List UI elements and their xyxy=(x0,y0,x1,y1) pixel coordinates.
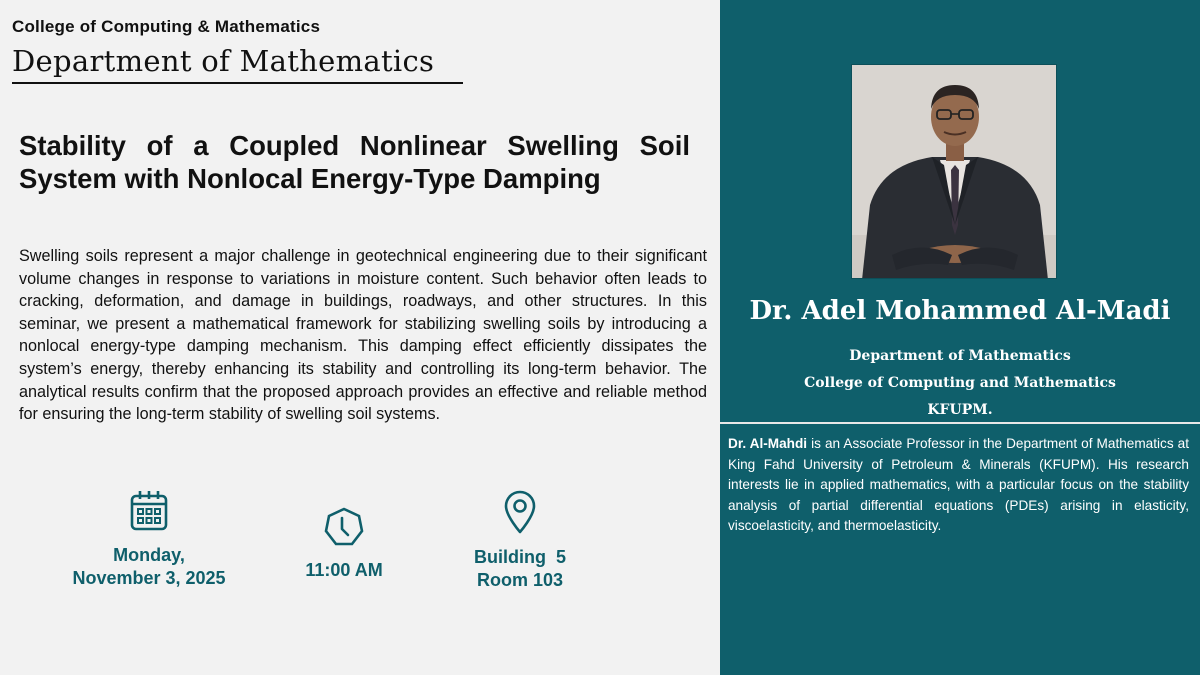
event-date xyxy=(54,490,244,590)
event-location-line1: Building 5 xyxy=(474,547,566,567)
speaker-affiliation-line1: Department of Mathematics xyxy=(849,348,1071,364)
map-pin-icon xyxy=(503,490,537,534)
event-date-line1: Monday, xyxy=(113,545,185,565)
event-time xyxy=(284,490,404,582)
speaker-affiliation-line2: College of Computing and Mathematics xyxy=(804,375,1116,391)
speaker-photo xyxy=(851,64,1057,279)
speaker-divider xyxy=(720,422,1200,424)
event-location xyxy=(450,490,590,592)
college-name: College of Computing & Mathematics xyxy=(12,17,321,36)
calendar-icon xyxy=(129,490,169,532)
right-panel xyxy=(720,0,1200,675)
speaker-affiliation xyxy=(720,343,1200,424)
seminar-title-line2: System with Nonlocal Energy-Type Damping xyxy=(19,163,601,194)
speaker-bio-text: is an Associate Professor in the Department of Mathematics at King Fahd University of Petroleum & Minerals (KFUPM). His research interests lie in applied mathematics, with a particular focus on the stability analysis of partial differential equations (PDEs) arising in elasticity, viscoelasticity, and thermoelasticity. xyxy=(728,436,1189,533)
seminar-abstract: Swelling soils represent a major challenge in geotechnical engineering due to their significant volume changes in response to variations in moisture content. Such behavior often leads to cracking, deformation, and damage in buildings, roadways, and other structures. In this seminar, we present a mathematical framework for stabilizing swelling soils by introducing a nonlocal energy-type damping mechanism. This damping effect efficiently dissipates the system’s energy, thereby enhancing its stability and controlling its long-term behavior. The analytical results confirm that the proposed approach provides an effective and reliable method for ensuring the long-term stability of swelling soil systems. xyxy=(19,247,707,424)
speaker-bio-name: Dr. Al-Mahdi xyxy=(728,436,808,451)
event-location-line2: Room 103 xyxy=(476,570,564,590)
clock-icon xyxy=(323,507,365,547)
seminar-title xyxy=(19,129,699,195)
speaker-name: Dr. Adel Mohammed Al-Madi xyxy=(749,296,1171,326)
department-name: Department of Mathematics xyxy=(12,44,435,78)
event-date-line2: November 3, 2025 xyxy=(72,568,226,588)
seminar-title-line1: Stability of a Coupled Nonlinear Swelling Soil xyxy=(19,130,690,161)
speaker-affiliation-line3: KFUPM. xyxy=(927,402,993,418)
event-time-text: 11:00 AM xyxy=(305,560,383,580)
department-underline xyxy=(12,82,463,84)
speaker-bio xyxy=(728,434,1189,537)
